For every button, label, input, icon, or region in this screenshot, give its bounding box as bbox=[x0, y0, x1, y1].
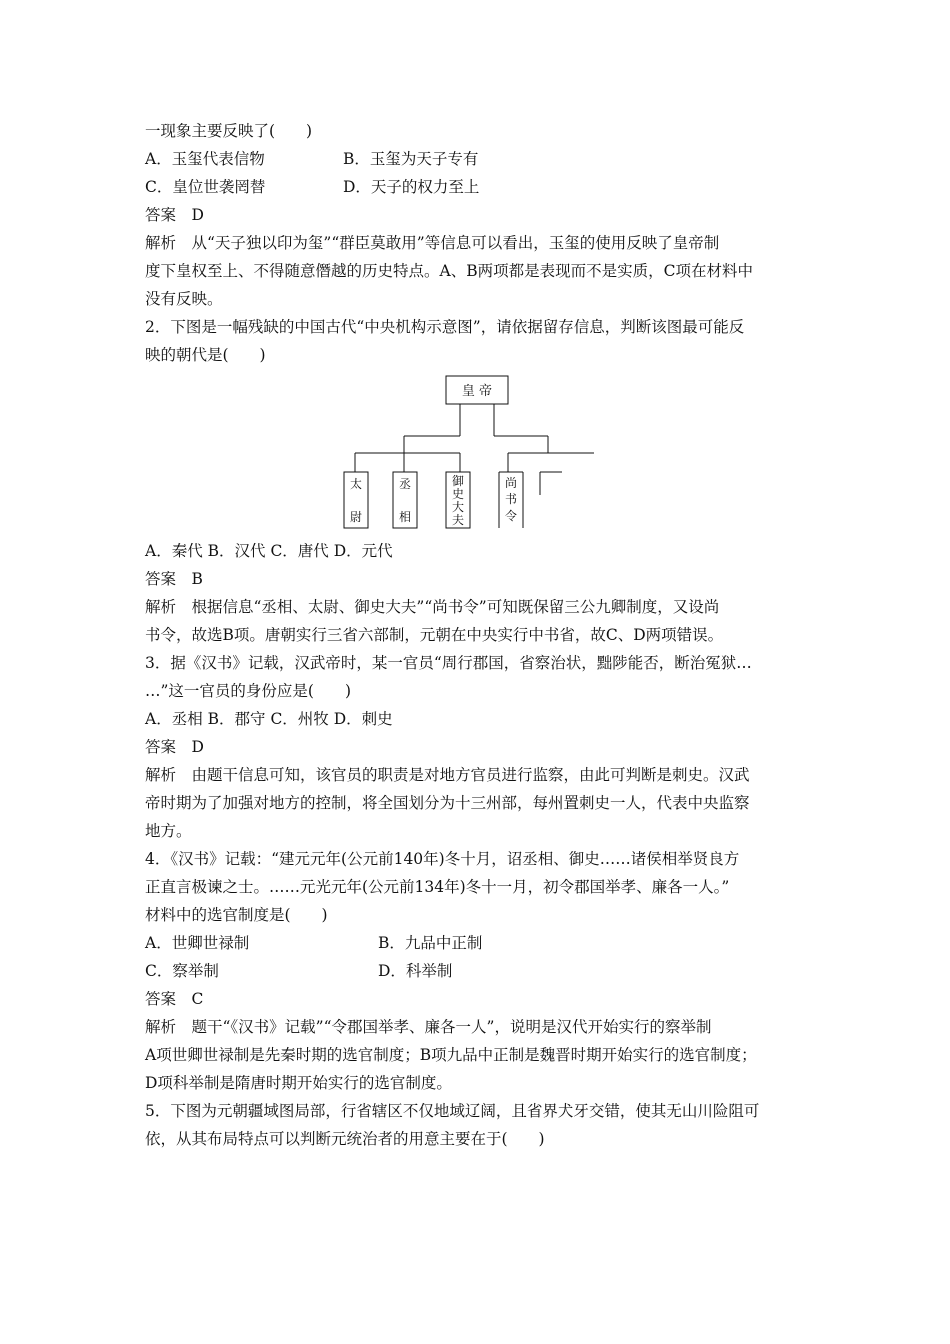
q2-analysis-1: 解析 根据信息“丞相、太尉、御史大夫”“尚书令”可知既保留三公九卿制度，又设尚 bbox=[145, 598, 720, 616]
q4-stem-3: 材料中的选官制度是( ) bbox=[145, 906, 328, 924]
q1-answer: 答案 D bbox=[145, 206, 204, 224]
q1-option-d: D．天子的权力至上 bbox=[343, 178, 480, 196]
yushidafu-char-2: 史 bbox=[451, 487, 465, 501]
chengxiang-char-2: 相 bbox=[398, 510, 412, 524]
taiwei-char-2: 尉 bbox=[349, 510, 363, 524]
q4-option-d: D．科举制 bbox=[378, 962, 453, 980]
q1-option-b: B．玉玺为天子专有 bbox=[343, 150, 479, 168]
q4-analysis-2: A项世卿世禄制是先秦时期的选官制度；B项九品中正制是魏晋时期开始实行的选官制度； bbox=[145, 1046, 757, 1064]
emperor-label: 皇 帝 bbox=[461, 384, 493, 399]
q4-option-b: B．九品中正制 bbox=[378, 934, 483, 952]
q4-analysis-1: 解析 题干“《汉书》记载”“令郡国举孝、廉各一人”，说明是汉代开始实行的察举制 bbox=[145, 1018, 712, 1036]
q2-stem-1: 2．下图是一幅残缺的中国古代“中央机构示意图”，请依据留存信息，判断该图最可能反 bbox=[145, 318, 745, 336]
q5-stem-1: 5．下图为元朝疆域图局部，行省辖区不仅地域辽阔，且省界犬牙交错，使其无山川险阻可 bbox=[145, 1102, 760, 1120]
yushidafu-char-3: 大 bbox=[451, 500, 465, 514]
q1-option-c: C．皇位世袭罔替 bbox=[145, 178, 266, 196]
q3-analysis-1: 解析 由题干信息可知，该官员的职责是对地方官员进行监察，由此可判断是刺史。汉武 bbox=[145, 766, 750, 784]
chengxiang-char-1: 丞 bbox=[398, 477, 412, 491]
q4-option-a: A．世卿世禄制 bbox=[145, 934, 250, 952]
shangshuling-char-3: 令 bbox=[504, 509, 518, 523]
yushidafu-char-4: 夫 bbox=[451, 513, 465, 527]
q1-analysis-3: 没有反映。 bbox=[145, 290, 223, 308]
q4-answer: 答案 C bbox=[145, 990, 204, 1008]
q3-answer: 答案 D bbox=[145, 738, 204, 756]
q1-analysis-2: 度下皇权至上、不得随意僭越的历史特点。A、B两项都是表现而不是实质，C项在材料中 bbox=[145, 262, 753, 280]
q2-stem-2: 映的朝代是( ) bbox=[145, 346, 266, 364]
q4-stem-2: 正直言极谏之士。……元光元年(公元前134年)冬十一月，初令郡国举孝、廉各一人。” bbox=[145, 878, 730, 896]
q3-stem-1: 3．据《汉书》记载，汉武帝时，某一官员“周行郡国，省察治状，黜陟能否，断治冤狱… bbox=[145, 654, 752, 672]
shangshuling-char-1: 尚 bbox=[504, 476, 518, 490]
central-institutions-diagram bbox=[330, 370, 600, 530]
q1-stem-tail: 一现象主要反映了( ) bbox=[145, 122, 313, 140]
q2-options: A．秦代 B．汉代 C．唐代 D．元代 bbox=[145, 542, 393, 560]
shangshuling-char-2: 书 bbox=[504, 492, 518, 506]
taiwei-char-1: 太 bbox=[349, 477, 363, 491]
yushidafu-char-1: 御 bbox=[451, 474, 465, 488]
q2-analysis-2: 书令，故选B项。唐朝实行三省六部制，元朝在中央实行中书省，故C、D两项错误。 bbox=[145, 626, 724, 644]
q4-option-c: C．察举制 bbox=[145, 962, 219, 980]
q5-stem-2: 依，从其布局特点可以判断元统治者的用意主要在于( ) bbox=[145, 1130, 545, 1148]
q2-answer: 答案 B bbox=[145, 570, 203, 588]
q1-analysis-1: 解析 从“天子独以印为玺”“群臣莫敢用”等信息可以看出，玉玺的使用反映了皇帝制 bbox=[145, 234, 720, 252]
q4-analysis-3: D项科举制是隋唐时期开始实行的选官制度。 bbox=[145, 1074, 452, 1092]
q3-stem-2: …”这一官员的身份应是( ) bbox=[145, 682, 352, 700]
q3-options: A．丞相 B．郡守 C．州牧 D．刺史 bbox=[145, 710, 393, 728]
q4-stem-1: 4．《汉书》记载：“建元元年(公元前140年)冬十月，诏丞相、御史……诸侯相举贤良方 bbox=[145, 850, 740, 868]
q3-analysis-2: 帝时期为了加强对地方的控制，将全国划分为十三州部，每州置刺史一人，代表中央监察 bbox=[145, 794, 750, 812]
q1-option-a: A．玉玺代表信物 bbox=[145, 150, 265, 168]
q3-analysis-3: 地方。 bbox=[145, 822, 192, 840]
